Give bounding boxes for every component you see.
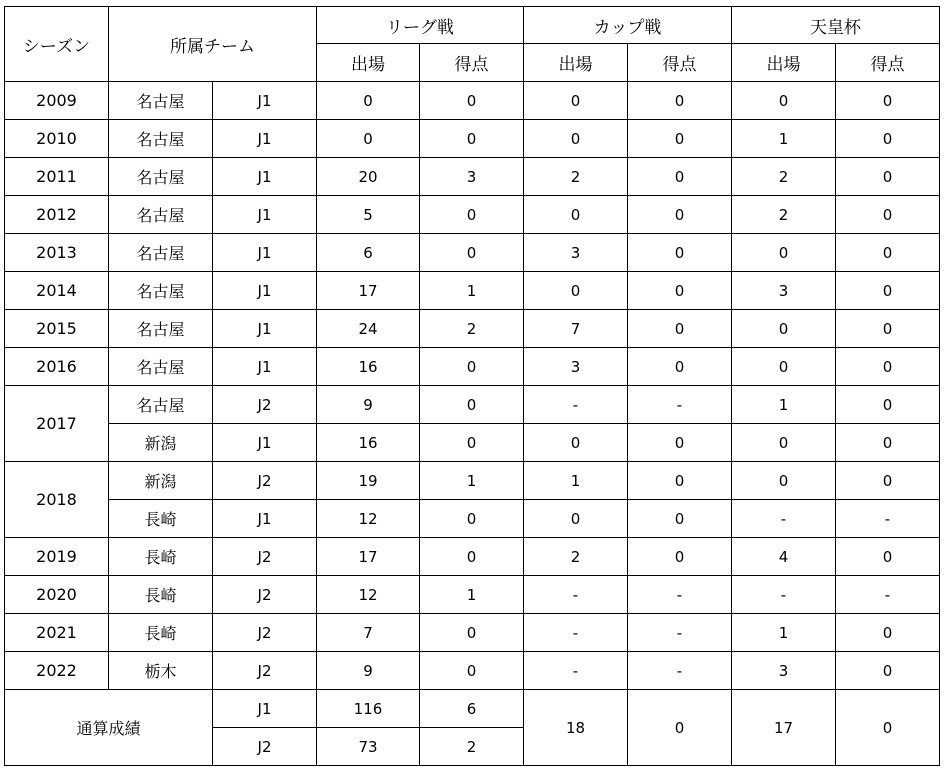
emperor-apps-cell: 0	[732, 310, 836, 348]
cup-apps-cell: 1	[524, 462, 628, 500]
club-cell: 名古屋	[109, 386, 213, 424]
club-cell: 名古屋	[109, 348, 213, 386]
division-cell: J1	[213, 158, 317, 196]
league-goals-cell: 0	[420, 424, 524, 462]
division-cell: J2	[213, 576, 317, 614]
league-goals-cell: 2	[420, 310, 524, 348]
league-apps-cell: 20	[317, 158, 420, 196]
cup-apps-cell: 0	[524, 500, 628, 538]
emperor-goals-cell: 0	[836, 196, 940, 234]
league-goals-cell: 3	[420, 158, 524, 196]
table-row	[5, 424, 940, 462]
emperor-goals-cell: 0	[836, 424, 940, 462]
header-cup-goals: 得点	[628, 44, 732, 82]
emperor-goals-cell: 0	[836, 462, 940, 500]
emperor-goals-cell: 0	[836, 120, 940, 158]
total-emperor-goals: 0	[836, 690, 940, 766]
league-apps-cell: 9	[317, 386, 420, 424]
total-j2-league-apps: 73	[317, 728, 420, 766]
header-league-apps: 出場	[317, 44, 420, 82]
emperor-goals-cell: 0	[836, 234, 940, 272]
header-season: シーズン	[5, 7, 109, 82]
club-cell: 長崎	[109, 500, 213, 538]
career-stats-table	[4, 6, 940, 766]
cup-apps-cell: 0	[524, 82, 628, 120]
season-cell: 2011	[5, 158, 109, 196]
league-apps-cell: 17	[317, 272, 420, 310]
cup-goals-cell: -	[628, 576, 732, 614]
emperor-apps-cell: 2	[732, 158, 836, 196]
season-cell: 2010	[5, 120, 109, 158]
cup-apps-cell: 0	[524, 424, 628, 462]
table-row	[5, 386, 940, 424]
league-goals-cell: 0	[420, 652, 524, 690]
cup-apps-cell: 7	[524, 310, 628, 348]
club-cell: 名古屋	[109, 310, 213, 348]
club-cell: 名古屋	[109, 120, 213, 158]
cup-goals-cell: 0	[628, 348, 732, 386]
league-apps-cell: 24	[317, 310, 420, 348]
total-j1-division: J1	[213, 690, 317, 728]
emperor-apps-cell: -	[732, 576, 836, 614]
cup-apps-cell: 0	[524, 272, 628, 310]
division-cell: J1	[213, 196, 317, 234]
club-cell: 栃木	[109, 652, 213, 690]
emperor-apps-cell: 0	[732, 234, 836, 272]
division-cell: J2	[213, 652, 317, 690]
table-row	[5, 652, 940, 690]
league-goals-cell: 1	[420, 462, 524, 500]
table-row	[5, 500, 940, 538]
season-cell: 2016	[5, 348, 109, 386]
emperor-apps-cell: 0	[732, 82, 836, 120]
season-cell: 2018	[5, 462, 109, 538]
season-cell: 2019	[5, 538, 109, 576]
league-goals-cell: 0	[420, 82, 524, 120]
emperor-apps-cell: 1	[732, 614, 836, 652]
emperor-goals-cell: 0	[836, 386, 940, 424]
cup-goals-cell: 0	[628, 158, 732, 196]
division-cell: J2	[213, 386, 317, 424]
league-apps-cell: 0	[317, 82, 420, 120]
league-apps-cell: 19	[317, 462, 420, 500]
total-j2-league-goals: 2	[420, 728, 524, 766]
cup-goals-cell: 0	[628, 234, 732, 272]
season-cell: 2012	[5, 196, 109, 234]
emperor-goals-cell: -	[836, 576, 940, 614]
table-row	[5, 310, 940, 348]
league-apps-cell: 0	[317, 120, 420, 158]
emperor-apps-cell: -	[732, 500, 836, 538]
league-goals-cell: 0	[420, 538, 524, 576]
club-cell: 名古屋	[109, 234, 213, 272]
league-apps-cell: 7	[317, 614, 420, 652]
club-cell: 長崎	[109, 614, 213, 652]
total-row-j1	[5, 690, 940, 728]
emperor-goals-cell: 0	[836, 310, 940, 348]
table-row	[5, 272, 940, 310]
division-cell: J1	[213, 272, 317, 310]
cup-apps-cell: 2	[524, 538, 628, 576]
header-emperor-cup: 天皇杯	[732, 7, 940, 44]
table-row	[5, 234, 940, 272]
table-row	[5, 196, 940, 234]
emperor-goals-cell: 0	[836, 158, 940, 196]
cup-apps-cell: 0	[524, 196, 628, 234]
table-row	[5, 348, 940, 386]
cup-apps-cell: 3	[524, 348, 628, 386]
division-cell: J1	[213, 424, 317, 462]
cup-goals-cell: 0	[628, 82, 732, 120]
division-cell: J1	[213, 500, 317, 538]
emperor-apps-cell: 0	[732, 462, 836, 500]
table-row	[5, 538, 940, 576]
league-goals-cell: 1	[420, 576, 524, 614]
cup-goals-cell: 0	[628, 538, 732, 576]
header-league-goals: 得点	[420, 44, 524, 82]
total-j1-league-apps: 116	[317, 690, 420, 728]
division-cell: J1	[213, 82, 317, 120]
division-cell: J2	[213, 538, 317, 576]
league-apps-cell: 17	[317, 538, 420, 576]
season-cell: 2014	[5, 272, 109, 310]
header-team: 所属チーム	[109, 7, 317, 82]
division-cell: J2	[213, 614, 317, 652]
league-goals-cell: 1	[420, 272, 524, 310]
emperor-apps-cell: 1	[732, 386, 836, 424]
division-cell: J1	[213, 310, 317, 348]
emperor-apps-cell: 4	[732, 538, 836, 576]
league-goals-cell: 0	[420, 386, 524, 424]
club-cell: 新潟	[109, 424, 213, 462]
cup-apps-cell: -	[524, 386, 628, 424]
season-cell: 2022	[5, 652, 109, 690]
header-cup-apps: 出場	[524, 44, 628, 82]
total-j2-division: J2	[213, 728, 317, 766]
division-cell: J1	[213, 348, 317, 386]
emperor-goals-cell: 0	[836, 272, 940, 310]
season-cell: 2017	[5, 386, 109, 462]
league-apps-cell: 16	[317, 348, 420, 386]
emperor-goals-cell: 0	[836, 82, 940, 120]
cup-apps-cell: -	[524, 576, 628, 614]
club-cell: 名古屋	[109, 196, 213, 234]
cup-goals-cell: 0	[628, 310, 732, 348]
league-goals-cell: 0	[420, 348, 524, 386]
header-cup: カップ戦	[524, 7, 732, 44]
club-cell: 名古屋	[109, 272, 213, 310]
total-label: 通算成績	[5, 690, 213, 766]
emperor-apps-cell: 2	[732, 196, 836, 234]
emperor-goals-cell: 0	[836, 614, 940, 652]
cup-goals-cell: -	[628, 614, 732, 652]
club-cell: 長崎	[109, 576, 213, 614]
league-goals-cell: 0	[420, 500, 524, 538]
division-cell: J2	[213, 462, 317, 500]
league-apps-cell: 6	[317, 234, 420, 272]
total-cup-goals: 0	[628, 690, 732, 766]
cup-goals-cell: 0	[628, 424, 732, 462]
season-cell: 2021	[5, 614, 109, 652]
club-cell: 長崎	[109, 538, 213, 576]
cup-goals-cell: 0	[628, 272, 732, 310]
emperor-apps-cell: 3	[732, 272, 836, 310]
emperor-apps-cell: 0	[732, 424, 836, 462]
table-row	[5, 120, 940, 158]
header-emperor-goals: 得点	[836, 44, 940, 82]
cup-goals-cell: 0	[628, 462, 732, 500]
league-apps-cell: 12	[317, 500, 420, 538]
emperor-goals-cell: -	[836, 500, 940, 538]
league-apps-cell: 5	[317, 196, 420, 234]
division-cell: J1	[213, 120, 317, 158]
league-apps-cell: 9	[317, 652, 420, 690]
table-row	[5, 462, 940, 500]
club-cell: 新潟	[109, 462, 213, 500]
total-emperor-apps: 17	[732, 690, 836, 766]
cup-apps-cell: 2	[524, 158, 628, 196]
league-goals-cell: 0	[420, 234, 524, 272]
header-league: リーグ戦	[317, 7, 524, 44]
division-cell: J1	[213, 234, 317, 272]
total-j1-league-goals: 6	[420, 690, 524, 728]
cup-goals-cell: 0	[628, 500, 732, 538]
table-row	[5, 82, 940, 120]
total-cup-apps: 18	[524, 690, 628, 766]
season-cell: 2013	[5, 234, 109, 272]
league-goals-cell: 0	[420, 196, 524, 234]
cup-goals-cell: -	[628, 386, 732, 424]
cup-apps-cell: -	[524, 614, 628, 652]
table-row	[5, 158, 940, 196]
cup-apps-cell: -	[524, 652, 628, 690]
header-emperor-apps: 出場	[732, 44, 836, 82]
emperor-apps-cell: 0	[732, 348, 836, 386]
emperor-apps-cell: 1	[732, 120, 836, 158]
cup-goals-cell: 0	[628, 196, 732, 234]
season-cell: 2009	[5, 82, 109, 120]
league-apps-cell: 16	[317, 424, 420, 462]
club-cell: 名古屋	[109, 158, 213, 196]
season-cell: 2015	[5, 310, 109, 348]
season-cell: 2020	[5, 576, 109, 614]
league-goals-cell: 0	[420, 120, 524, 158]
emperor-apps-cell: 3	[732, 652, 836, 690]
table-row	[5, 576, 940, 614]
emperor-goals-cell: 0	[836, 652, 940, 690]
emperor-goals-cell: 0	[836, 538, 940, 576]
cup-goals-cell: 0	[628, 120, 732, 158]
cup-apps-cell: 0	[524, 120, 628, 158]
club-cell: 名古屋	[109, 82, 213, 120]
table-row	[5, 614, 940, 652]
league-goals-cell: 0	[420, 614, 524, 652]
cup-apps-cell: 3	[524, 234, 628, 272]
emperor-goals-cell: 0	[836, 348, 940, 386]
league-apps-cell: 12	[317, 576, 420, 614]
cup-goals-cell: -	[628, 652, 732, 690]
